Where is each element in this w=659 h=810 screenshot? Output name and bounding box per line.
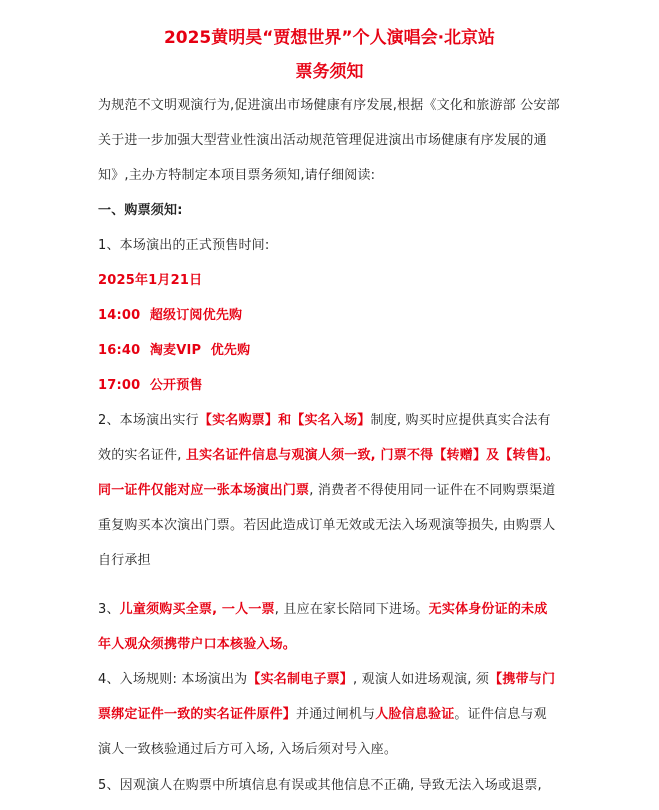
item-2-lead: 2、本场演出实行 [98, 413, 199, 428]
item-2-tail: , 消费者不得使用同一证件在不同购票渠道重复购买本次演出门票。若因此造成订单无效或无法入场观演等损失, 由购票人自行承担 [98, 483, 556, 568]
item-3-highlight-1: 儿童须购买全票, 一人一票 [119, 602, 275, 617]
item-4-highlight-3: 人脸信息验证 [375, 707, 455, 722]
presale-slot-3: 17:00 公开预售 [98, 378, 203, 393]
page-subtitle: 票务须知 [295, 62, 364, 82]
presale-date: 2025年1月21日 [98, 273, 203, 288]
item-4-highlight-1: 【实名制电子票】 [247, 672, 353, 687]
item-2-paragraph [98, 403, 560, 578]
item-5-text: 5、因观演人在购票中所填信息有误或其他信息不正确, 导致无法入场或退票, [98, 778, 542, 793]
intro-paragraph: 为规范不文明观演行为,促进演出市场健康有序发展,根据《文化和旅游部 公安部关于进一步加强大型营业性演出活动规范管理促进演出市场健康有序发展的通知》,主办方特制定本项目票务须知,请仔细阅读: [98, 98, 560, 183]
item-3-paragraph [98, 592, 560, 662]
section-heading-purchase: 一、购票须知: [98, 203, 183, 218]
item-3-lead: 3、 [98, 602, 120, 617]
item-2-highlight-2: 且实名证件信息与观演人须一致, 门票不得【转赠】及【转售】。同一证件仅能对应一张本场演出门票 [98, 448, 559, 498]
page-title: 2025黄明昊“贾想世界”个人演唱会·北京站 [163, 28, 496, 48]
item-3-highlight-2: 无实体身份证的未成年人观众须携带户口本核验入场。 [98, 602, 548, 652]
item-3-mid: , 且应在家长陪同下进场。 [274, 602, 429, 617]
item-4-lead: 4、入场规则: 本场演出为 [98, 672, 248, 687]
item-4-tail: 。证件信息与观演人一致核验通过后方可入场, 入场后须对号入座。 [98, 707, 547, 757]
item-4-mid-2: 并通过闸机与 [296, 707, 376, 722]
item-4-paragraph [98, 662, 560, 767]
item-2-mid: 制度, 购买时应提供真实合法有效的实名证件, [98, 413, 551, 463]
item-4-highlight-2: 【携带与门票绑定证件一致的实名证件原件】 [98, 672, 556, 722]
item-1-text: 1、本场演出的正式预售时间: [98, 238, 270, 253]
presale-slot-2: 16:40 淘麦VIP 优先购 [98, 343, 251, 358]
presale-slot-1: 14:00 超级订阅优先购 [98, 308, 243, 323]
item-4-mid-1: , 观演人如进场观演, 须 [353, 672, 490, 687]
item-2-highlight-1: 【实名购票】和【实名入场】 [198, 413, 371, 428]
